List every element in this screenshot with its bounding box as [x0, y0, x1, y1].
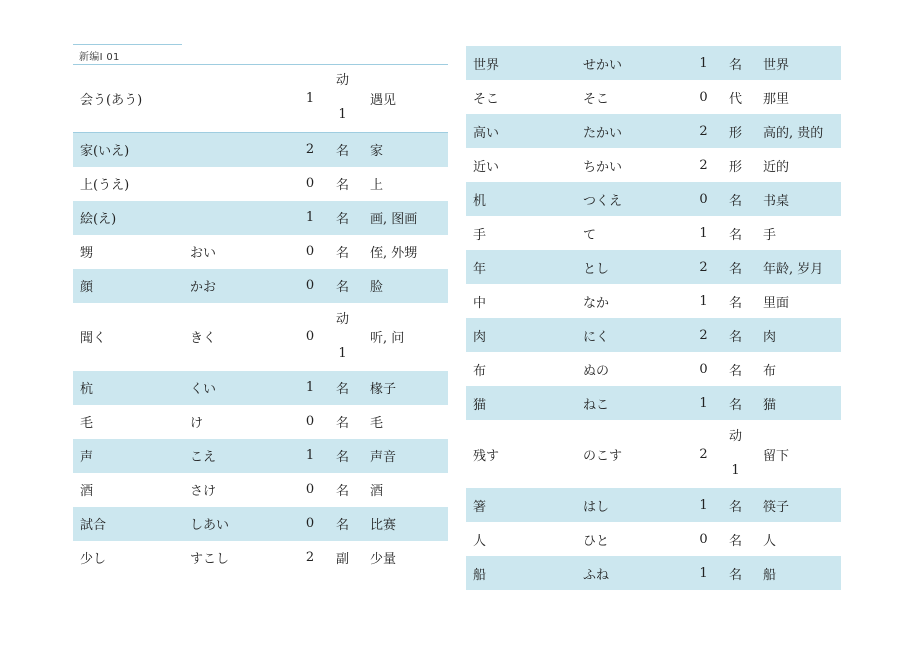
meaning-cell: 家	[363, 133, 448, 167]
word-cell: 世界	[466, 46, 576, 80]
vocab-row	[466, 318, 841, 352]
word-cell: 会う(あう)	[73, 64, 183, 133]
page-header	[73, 44, 448, 65]
reading-cell: ふね	[576, 556, 686, 590]
vocab-row	[466, 556, 841, 590]
word-cell: 猫	[466, 386, 576, 420]
accent-cell: 0	[699, 89, 708, 105]
reading-cell: け	[190, 416, 204, 431]
accent-cell: 0	[305, 176, 315, 191]
reading-cell: ねこ	[576, 386, 686, 420]
pos-cell: 代	[729, 91, 743, 107]
accent-cell: 1	[292, 371, 328, 405]
reading-cell: つくえ	[576, 182, 686, 216]
word-cell: 年	[466, 250, 576, 284]
reading-cell: さけ	[190, 484, 217, 499]
pos-label: 动1	[336, 73, 350, 122]
pos-cell: 名	[721, 46, 756, 80]
accent-cell: 0	[292, 269, 328, 303]
word-cell: 顔	[73, 269, 183, 303]
vocab-row	[466, 488, 841, 522]
pos-cell: 名	[336, 178, 350, 193]
meaning-cell: 高的, 贵的	[756, 114, 841, 148]
vocab-row	[73, 507, 448, 541]
pos-cell: 名	[729, 533, 743, 549]
meaning-cell: 猫	[756, 386, 841, 420]
accent-cell: 0	[699, 531, 708, 547]
reading-cell: しあい	[183, 507, 292, 541]
pos-cell: 名	[328, 439, 363, 473]
meaning-cell: 里面	[763, 295, 790, 311]
accent-cell: 2	[686, 318, 721, 352]
word-cell: 布	[473, 363, 487, 379]
vocab-row	[73, 541, 448, 575]
pos-cell: 名	[721, 182, 756, 216]
accent-cell: 1	[686, 46, 721, 80]
accent-cell: 0	[305, 414, 315, 429]
vocab-row	[466, 284, 841, 318]
reading-cell: て	[583, 227, 597, 243]
meaning-cell: 筷子	[756, 488, 841, 522]
reading-cell: にく	[576, 318, 686, 352]
reading-cell: くい	[183, 371, 292, 405]
accent-cell: 2	[686, 250, 721, 284]
meaning-cell: 近的	[763, 159, 790, 175]
reading-cell: すこし	[190, 552, 230, 567]
word-cell: 中	[473, 295, 487, 311]
pos-cell: 名	[336, 484, 350, 499]
meaning-cell: 声音	[363, 439, 448, 473]
word-cell: 絵(え)	[73, 201, 183, 235]
meaning-cell: 上	[370, 178, 384, 193]
pos-cell: 名	[721, 318, 756, 352]
word-cell: 声	[73, 439, 183, 473]
word-cell: 甥	[80, 246, 94, 261]
pos-cell: 名	[328, 269, 363, 303]
vocab-row	[466, 216, 841, 250]
reading-cell: きく	[190, 331, 217, 346]
word-cell: 船	[466, 556, 576, 590]
meaning-cell: 听, 问	[370, 331, 405, 346]
accent-cell: 2	[699, 446, 708, 462]
pos-cell: 名	[328, 133, 363, 167]
pos-cell: 名	[721, 488, 756, 522]
accent-cell: 0	[305, 244, 315, 259]
meaning-cell: 年龄, 岁月	[756, 250, 841, 284]
meaning-cell: 肉	[756, 318, 841, 352]
vocab-row	[73, 303, 448, 371]
meaning-cell: 脸	[363, 269, 448, 303]
word-cell: 箸	[466, 488, 576, 522]
vocab-row	[466, 352, 841, 386]
pos-cell: 名	[729, 295, 743, 311]
reading-cell: おい	[190, 246, 217, 261]
pos-cell: 名	[328, 201, 363, 235]
vocab-row	[73, 133, 448, 167]
meaning-cell: 书桌	[756, 182, 841, 216]
meaning-cell: 人	[763, 533, 777, 549]
pos-cell: 名	[328, 371, 363, 405]
pos-cell	[721, 420, 756, 488]
page-label: 新编I 01	[79, 52, 120, 63]
pos-cell	[328, 64, 363, 133]
word-cell: 手	[473, 227, 487, 243]
vocab-table-right-body	[466, 46, 841, 590]
reading-cell	[183, 201, 292, 235]
pos-cell: 形	[721, 114, 756, 148]
vocab-row	[73, 371, 448, 405]
meaning-cell: 酒	[370, 484, 384, 499]
reading-cell: かお	[183, 269, 292, 303]
word-cell: 毛	[80, 416, 94, 431]
reading-cell: こえ	[183, 439, 292, 473]
reading-cell	[183, 167, 292, 201]
reading-cell: のこす	[583, 448, 623, 464]
word-cell: 家(いえ)	[73, 133, 183, 167]
pos-cell: 名	[729, 227, 743, 243]
vocab-row	[466, 46, 841, 80]
meaning-cell: 手	[763, 227, 777, 243]
accent-cell: 0	[699, 361, 708, 377]
word-cell: 高い	[466, 114, 576, 148]
accent-cell: 1	[292, 439, 328, 473]
pos-cell: 形	[729, 159, 743, 175]
accent-cell: 2	[699, 157, 708, 173]
vocab-row	[73, 439, 448, 473]
vocab-row	[73, 405, 448, 439]
pos-label: 动1	[729, 429, 743, 478]
reading-cell: ぬの	[583, 363, 610, 379]
vocab-row	[73, 473, 448, 507]
vocab-row	[73, 201, 448, 235]
word-cell: 杭	[73, 371, 183, 405]
accent-cell: 2	[305, 550, 315, 565]
pos-cell: 名	[721, 386, 756, 420]
word-cell: 酒	[80, 484, 94, 499]
meaning-cell: 遇见	[363, 64, 448, 133]
vocab-table-left	[73, 64, 448, 575]
accent-cell: 1	[686, 556, 721, 590]
meaning-cell: 留下	[763, 448, 790, 464]
reading-cell: ひと	[583, 533, 610, 549]
word-cell: 机	[466, 182, 576, 216]
vocab-row	[466, 250, 841, 284]
vocab-row	[466, 80, 841, 114]
vocab-row	[73, 235, 448, 269]
meaning-cell: 毛	[370, 416, 384, 431]
meaning-cell: 世界	[756, 46, 841, 80]
word-cell: そこ	[473, 91, 500, 107]
word-cell: 近い	[473, 159, 500, 175]
accent-cell: 1	[292, 64, 328, 133]
word-cell: 上(うえ)	[80, 178, 130, 193]
pos-cell: 名	[328, 507, 363, 541]
accent-cell: 1	[699, 225, 708, 241]
vocab-row	[73, 64, 448, 133]
reading-cell: たかい	[576, 114, 686, 148]
vocab-table-left-body	[73, 64, 448, 575]
pos-label: 动1	[336, 311, 350, 361]
reading-cell: せかい	[576, 46, 686, 80]
vocab-row	[466, 386, 841, 420]
meaning-cell: 侄, 外甥	[370, 246, 418, 261]
vocab-row	[466, 148, 841, 182]
vocab-row	[466, 420, 841, 488]
meaning-cell: 比赛	[363, 507, 448, 541]
accent-cell: 2	[292, 133, 328, 167]
accent-cell: 0	[305, 482, 315, 497]
meaning-cell: 少量	[370, 552, 397, 567]
pos-cell: 名	[721, 250, 756, 284]
pos-cell: 名	[336, 416, 350, 431]
reading-cell: そこ	[583, 91, 610, 107]
accent-cell: 0	[305, 329, 315, 344]
reading-cell	[183, 64, 292, 133]
vocab-row	[466, 182, 841, 216]
vocab-row	[73, 167, 448, 201]
accent-cell: 1	[686, 386, 721, 420]
meaning-cell: 布	[763, 363, 777, 379]
word-cell: 肉	[466, 318, 576, 352]
word-cell: 少し	[80, 552, 107, 567]
header-tab-line	[73, 44, 182, 45]
meaning-cell: 画, 图画	[363, 201, 448, 235]
accent-cell: 1	[292, 201, 328, 235]
pos-cell: 名	[729, 363, 743, 379]
meaning-cell: 船	[756, 556, 841, 590]
vocab-row	[466, 114, 841, 148]
reading-cell: ちかい	[583, 159, 623, 175]
meaning-cell: 那里	[763, 91, 790, 107]
accent-cell: 1	[699, 293, 708, 309]
pos-cell	[328, 303, 363, 371]
reading-cell: はし	[576, 488, 686, 522]
meaning-cell: 椽子	[363, 371, 448, 405]
word-cell: 聞く	[80, 331, 107, 346]
accent-cell: 0	[292, 507, 328, 541]
pos-cell: 名	[721, 556, 756, 590]
pos-cell: 名	[336, 246, 350, 261]
accent-cell: 0	[686, 182, 721, 216]
reading-cell: とし	[576, 250, 686, 284]
reading-cell	[183, 133, 292, 167]
accent-cell: 2	[686, 114, 721, 148]
vocab-table-right	[466, 46, 841, 590]
word-cell: 残す	[473, 448, 500, 464]
word-cell: 試合	[73, 507, 183, 541]
vocab-row	[466, 522, 841, 556]
reading-cell: なか	[583, 295, 610, 311]
word-cell: 人	[473, 533, 487, 549]
accent-cell: 1	[686, 488, 721, 522]
vocab-row	[73, 269, 448, 303]
pos-cell: 副	[336, 552, 350, 567]
